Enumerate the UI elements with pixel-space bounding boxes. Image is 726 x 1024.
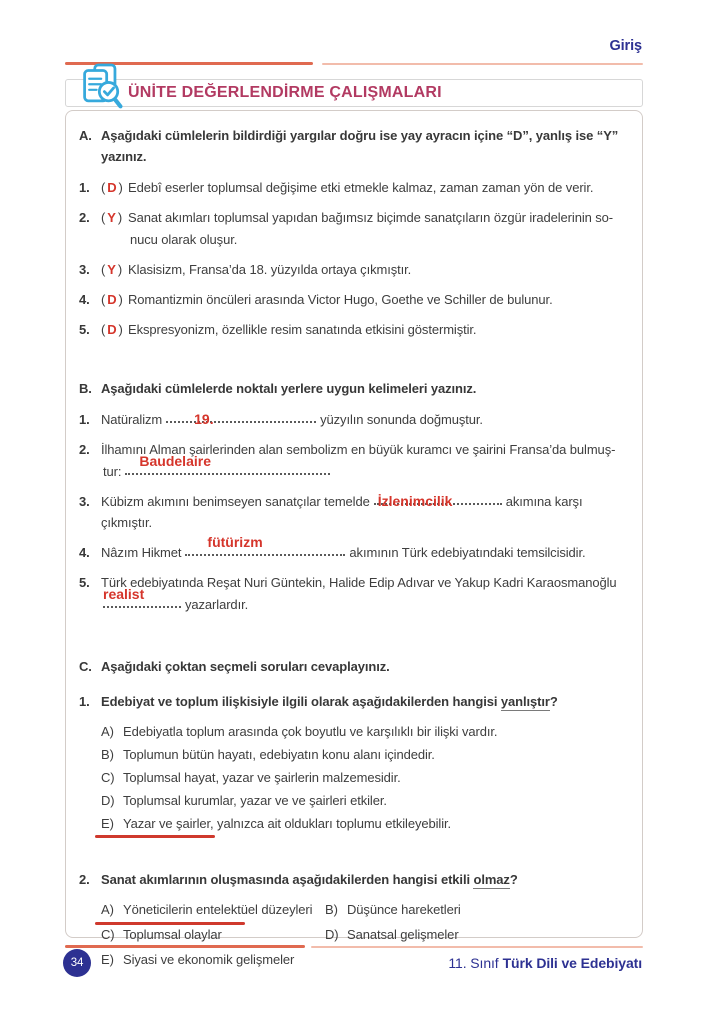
options-list bbox=[101, 720, 630, 835]
answer-underline bbox=[95, 835, 215, 839]
handwritten-answer: Baudelaire bbox=[139, 453, 211, 469]
item-text: Romantizmin öncüleri arasında Victor Hugo, Goethe ve Schiller de bulunur. bbox=[128, 292, 553, 307]
item-text-line1: İlhamını Alman şairlerinden alan sembolizm en büyük kuramcı ve şairini Fransa’da bulmuş- bbox=[101, 442, 616, 457]
item-number: 5. bbox=[79, 322, 90, 337]
footer-course-label bbox=[448, 955, 642, 971]
item-number: 3. bbox=[79, 494, 90, 509]
section-a-header bbox=[79, 125, 630, 167]
question-number: 2. bbox=[79, 872, 90, 887]
handwritten-answer: realist bbox=[103, 586, 145, 602]
option-row-marked: E) Yazar ve şairler, yalnızca ait oldukları toplumu etkileyebilir. bbox=[101, 812, 630, 835]
blank-line bbox=[185, 534, 345, 556]
tf-item bbox=[79, 259, 630, 280]
underlined-keyword: olmaz bbox=[473, 872, 510, 887]
fill-item bbox=[79, 534, 630, 563]
section-c-header bbox=[79, 656, 630, 677]
item-number: 1. bbox=[79, 412, 90, 427]
course-level: 11. Sınıf bbox=[448, 955, 499, 971]
divider-rule bbox=[65, 945, 305, 948]
handwritten-answer: Y bbox=[107, 262, 116, 277]
item-number: 2. bbox=[79, 442, 90, 457]
section-label: B. bbox=[79, 381, 92, 396]
item-number: 2. bbox=[79, 210, 90, 225]
item-text-line2: nucu olarak oluşur. bbox=[130, 232, 238, 247]
item-text-line1: Türk edebiyatında Reşat Nuri Güntekin, Halide Edip Adıvar ve Yakup Kadri Karaosmanoğlu bbox=[101, 575, 617, 590]
item-text bbox=[101, 439, 630, 482]
divider-rule bbox=[322, 63, 643, 65]
item-text: Ekspresyonizm, özellikle resim sanatında etkisini göstermiştir. bbox=[128, 322, 477, 337]
handwritten-answer: fütürizm bbox=[207, 534, 263, 550]
handwritten-answer: Y bbox=[107, 210, 116, 225]
question-stem: 1. Edebiyat ve toplum ilişkisiyle ilgili olarak aşağıdakilerden hangisi yanlıştır? bbox=[79, 691, 630, 712]
blank-line bbox=[374, 493, 502, 509]
fill-item bbox=[79, 491, 630, 533]
item-text-line1: Sanat akımları toplumsal yapıdan bağımsız biçimde sanatçıların özgür iradelerinin so- bbox=[128, 210, 614, 225]
handwritten-answer: İzlenimcilik bbox=[377, 493, 453, 509]
answer-mark: ( Y ) bbox=[101, 210, 123, 225]
blank-line bbox=[103, 586, 181, 608]
option-row: D) Sanatsal gelişmeler bbox=[325, 927, 459, 942]
option-row: B) Toplumun bütün hayatı, edebiyatın konu alanı içindedir. bbox=[101, 747, 435, 762]
section-label: C. bbox=[79, 659, 92, 674]
option-row: D) Toplumsal kurumlar, yazar ve ve şairleri etkiler. bbox=[101, 793, 387, 808]
item-text-line2: realist yazarlardır. bbox=[103, 586, 249, 612]
page-title: ÜNİTE DEĞERLENDİRME ÇALIŞMALARI bbox=[128, 84, 442, 101]
answer-mark: ( Y ) bbox=[101, 262, 123, 277]
blank-line bbox=[166, 411, 316, 427]
option-row-marked: A) Yöneticilerin entelektüel düzeyleri bbox=[101, 898, 325, 921]
handwritten-answer: D bbox=[107, 180, 117, 195]
underlined-keyword: yanlıştır bbox=[500, 694, 550, 709]
option-row: B) Düşünce hareketleri bbox=[325, 902, 461, 917]
fill-item bbox=[79, 409, 630, 430]
item-text-line2: tur: Baudelaire bbox=[103, 461, 630, 482]
handwritten-answer: D bbox=[107, 322, 117, 337]
answer-mark: ( D ) bbox=[101, 292, 123, 307]
question-stem: 2. Sanat akımlarının oluşmasında aşağıdakilerden hangisi etkili olmaz? bbox=[79, 869, 630, 890]
item-number: 5. bbox=[79, 575, 90, 590]
item-text bbox=[128, 207, 630, 250]
fill-item bbox=[79, 439, 630, 482]
course-title: Türk Dili ve Edebiyatı bbox=[502, 955, 642, 971]
item-text: Kübizm akımını benimseyen sanatçılar temelde İzlenimcilik akımına karşı çıkmıştır. bbox=[101, 493, 583, 530]
section-instruction: Aşağıdaki cümlelerin bildirdiği yargılar doğru ise yay ayracın içine “D”, yanlış ise “Y” yazınız. bbox=[101, 128, 619, 164]
section-b-header bbox=[79, 378, 630, 399]
item-number: 4. bbox=[79, 545, 90, 560]
option-row: A) Edebiyatla toplum arasında çok boyutlu ve karşılıklı bir ilişki vardır. bbox=[101, 724, 498, 739]
item-number: 1. bbox=[79, 180, 90, 195]
tf-item bbox=[79, 177, 630, 198]
running-head: Giriş bbox=[609, 38, 642, 54]
section-instruction: Aşağıdaki çoktan seçmeli soruları cevaplayınız. bbox=[101, 659, 390, 674]
section-label: A. bbox=[79, 128, 92, 143]
tf-item bbox=[79, 319, 630, 340]
item-number: 4. bbox=[79, 292, 90, 307]
fill-item bbox=[79, 572, 630, 615]
option-row: E) Siyasi ve ekonomik gelişmeler bbox=[101, 952, 295, 967]
item-text: Klasisizm, Fransa’da 18. yüzyılda ortaya çıkmıştır. bbox=[128, 262, 412, 277]
question-number: 1. bbox=[79, 694, 90, 709]
handwritten-answer: 19. bbox=[194, 411, 214, 427]
item-number: 3. bbox=[79, 262, 90, 277]
document-search-check-icon bbox=[80, 63, 126, 115]
answer-mark: ( D ) bbox=[101, 180, 123, 195]
option-row: C) Toplumsal olaylar bbox=[101, 927, 222, 942]
item-text bbox=[101, 572, 630, 615]
tf-item bbox=[79, 207, 630, 250]
item-text: Edebî eserler toplumsal değişime etki etmekle kalmaz, zaman zaman yön de verir. bbox=[128, 180, 594, 195]
handwritten-answer: D bbox=[107, 292, 117, 307]
answer-mark: ( D ) bbox=[101, 322, 123, 337]
section-instruction: Aşağıdaki cümlelerde noktalı yerlere uygun kelimeleri yazınız. bbox=[101, 381, 477, 396]
item-text: Natüralizm 19. yüzyılın sonunda doğmuştur. bbox=[101, 409, 630, 430]
divider-rule bbox=[311, 946, 643, 948]
item-text: Nâzım Hikmet fütürizm akımının Türk edebiyatındaki temsilcisidir. bbox=[101, 534, 586, 560]
tf-item bbox=[79, 289, 630, 310]
page-number-badge: 34 bbox=[63, 949, 91, 977]
option-row: C) Toplumsal hayat, yazar ve şairlerin malzemesidir. bbox=[101, 770, 401, 785]
